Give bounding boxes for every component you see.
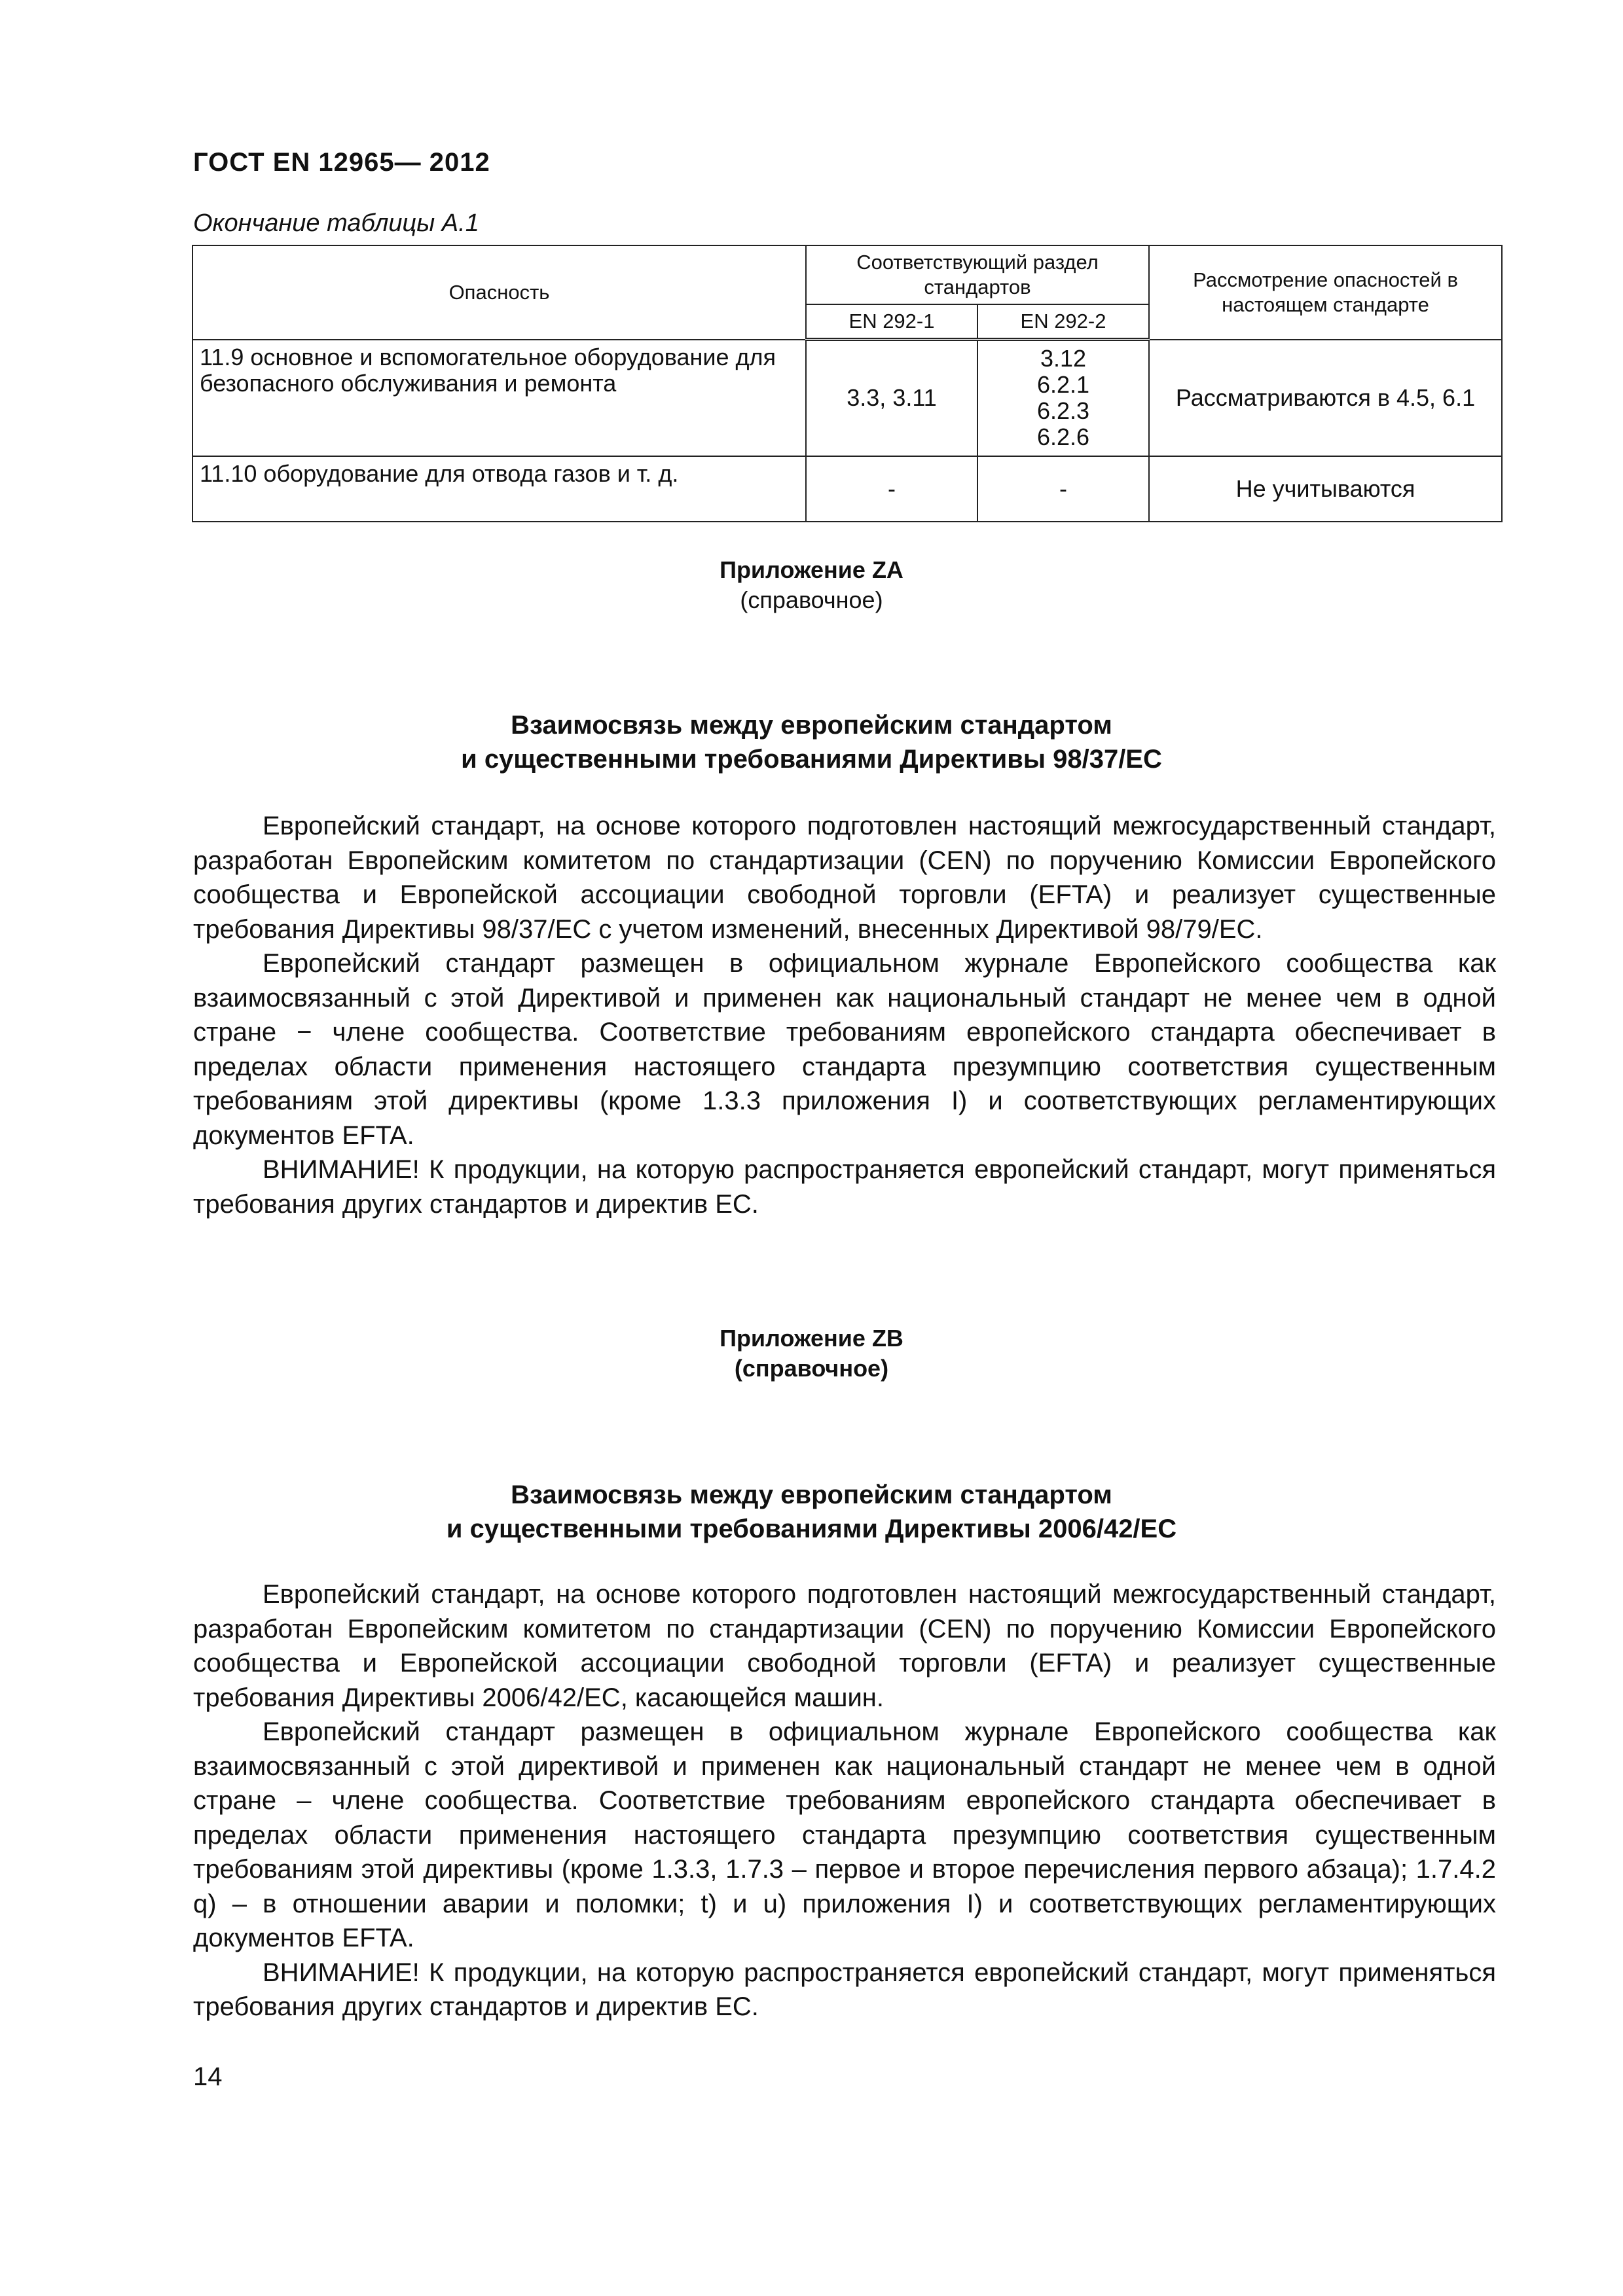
en292-1-cell: 3.3, 3.11 xyxy=(806,340,977,456)
annex-za-title: Приложение ZA xyxy=(720,556,903,583)
hazards-table xyxy=(192,245,1503,522)
consideration-cell: Не учитываются xyxy=(1149,456,1502,522)
annex-zb-subtitle: (справочное) xyxy=(734,1355,889,1382)
annex-za-subtitle: (справочное) xyxy=(740,586,883,613)
annex-zb-heading-line1: Взаимосвязь между европейским стандартом xyxy=(511,1480,1112,1509)
annex-zb-title: Приложение ZB xyxy=(720,1325,903,1352)
en292-2-cell: - xyxy=(977,456,1149,522)
annex-za-paragraph-3: ВНИМАНИЕ! К продукции, на которую распространяется европейский стандарт, могут применяться требования других стандартов и директив ЕС. xyxy=(193,1155,1496,1219)
table-row xyxy=(192,340,1502,456)
annex-za-heading-line1: Взаимосвязь между европейским стандартом xyxy=(511,711,1112,740)
en292-2-cell xyxy=(977,340,1149,456)
page-number: 14 xyxy=(193,2062,223,2091)
annex-za-body xyxy=(193,809,1496,1221)
annex-zb-paragraph-3: ВНИМАНИЕ! К продукции, на которую распространяется европейский стандарт, могут применяться требования других стандартов и директив ЕС. xyxy=(193,1958,1496,2021)
annex-zb-heading xyxy=(0,1478,1623,1546)
annex-za-paragraph-1: Европейский стандарт, на основе которого подготовлен настоящий межгосударственный стандарт, разработан Европейским комитетом по стандартизации (CEN) по поручению Комиссии Европейского сообщества и Европейской ассоциации свободной торговли (EFTA) и реализует существенные требования Директивы 98/37/ЕС с учетом изменений, внесенных Директивой 98/79/ЕС. xyxy=(193,812,1496,944)
annex-za-heading xyxy=(0,708,1623,776)
annex-za-title-block xyxy=(0,555,1623,615)
hazard-cell: 11.9 основное и вспомогательное оборудование для безопасного обслуживания и ремонта xyxy=(192,340,806,456)
header-en292-2: EN 292-2 xyxy=(977,304,1149,340)
en292-2-ref: 6.2.3 xyxy=(1036,397,1090,425)
en292-1-cell: - xyxy=(806,456,977,522)
header-en292-1: EN 292-1 xyxy=(806,304,977,340)
header-hazard: Опасность xyxy=(192,245,806,340)
consideration-cell: Рассматриваются в 4.5, 6.1 xyxy=(1149,340,1502,456)
annex-za-paragraph-2: Европейский стандарт размещен в официальном журнале Европейского сообщества как взаимосвязанный с этой Директивой и применен как национальный стандарт не менее чем в одной стране − члене сообщества. Соответствие требованиям европейского стандарта обеспечивает в пределах области применения настоящего стандарта презумпцию соответствия существенным требованиям этой директивы (кроме 1.3.3 приложения I) и соответствующих регламентирующих документов EFTA. xyxy=(193,949,1496,1150)
en292-2-ref: 6.2.6 xyxy=(1036,423,1090,451)
header-standards-group: Соответствующий раздел стандартов xyxy=(806,245,1149,304)
header-consideration: Рассмотрение опасностей в настоящем стандарте xyxy=(1149,245,1502,340)
annex-zb-title-block xyxy=(0,1323,1623,1384)
annex-zb-paragraph-2: Европейский стандарт размещен в официальном журнале Европейского сообщества как взаимосвязанный с этой директивой и применен как национальный стандарт не менее чем в одной стране – члене сообщества. Соответствие требованиям европейского стандарта обеспечивает в пределах области применения настоящего стандарта презумпцию соответствия существенным требованиям этой директивы (кроме 1.3.3, 1.7.3 – первое и второе перечисления первого абзаца); 1.7.4.2 q) – в отношении аварии и поломки; t) и u) приложения I) и соответствующих регламентирующих документов EFTA. xyxy=(193,1717,1496,1952)
table-caption: Окончание таблицы А.1 xyxy=(193,209,479,237)
table-row xyxy=(192,456,1502,522)
en292-2-ref: 3.12 xyxy=(1040,345,1087,372)
document-header: ГОСТ EN 12965— 2012 xyxy=(193,148,490,177)
annex-zb-paragraph-1: Европейский стандарт, на основе которого подготовлен настоящий межгосударственный стандарт, разработан Европейским комитетом по стандартизации (CEN) по поручению Комиссии Европейского сообщества и Европейской ассоциации свободной торговли (EFTA) и реализует существенные требования Директивы 2006/42/ЕС, касающейся машин. xyxy=(193,1580,1496,1712)
en292-2-ref: 6.2.1 xyxy=(1036,371,1090,399)
annex-za-heading-line2: и существенными требованиями Директивы 98/37/ЕС xyxy=(461,745,1162,774)
annex-zb-body xyxy=(193,1577,1496,2024)
annex-zb-heading-line2: и существенными требованиями Директивы 2006/42/ЕС xyxy=(446,1515,1177,1543)
hazard-cell: 11.10 оборудование для отвода газов и т. д. xyxy=(192,456,806,522)
